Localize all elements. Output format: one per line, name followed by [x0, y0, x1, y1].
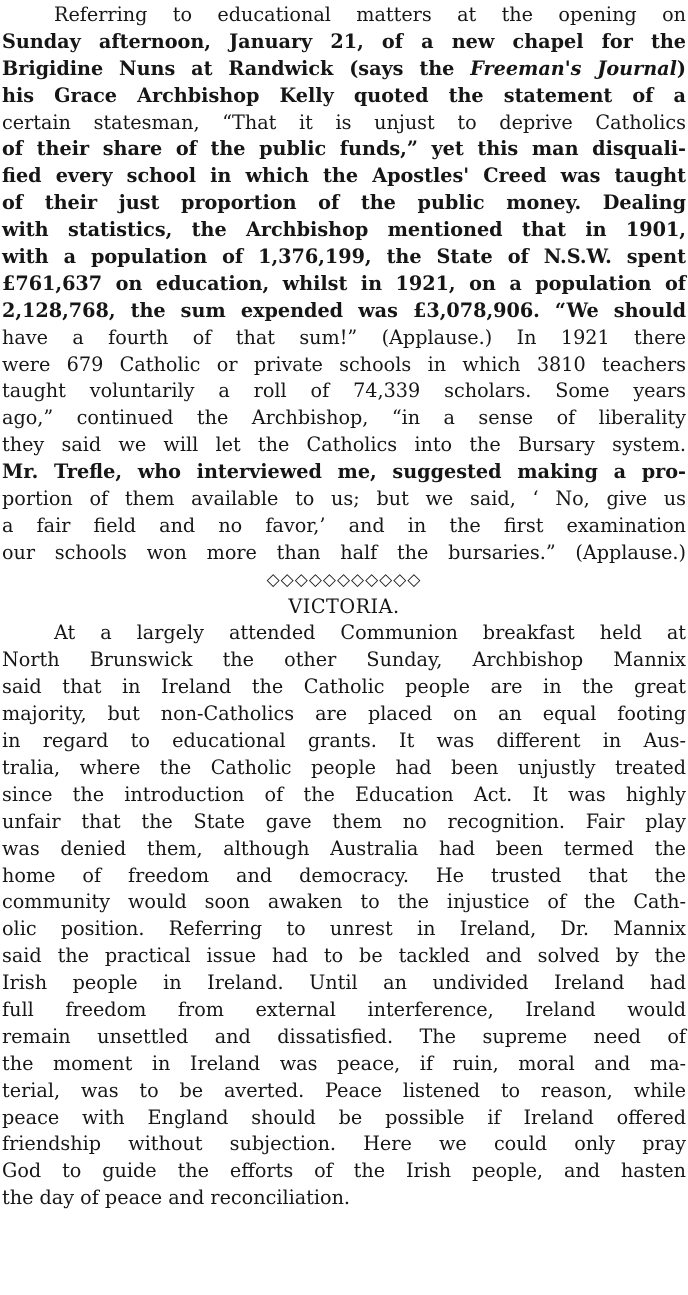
- text-line: have a fourth of that sum!” (Applause.) In 1921 there: [2, 325, 686, 349]
- text-line: Referring to educational matters at the opening on: [54, 3, 686, 26]
- text-line: since the introduction of the Education Act. It was highly: [2, 782, 686, 806]
- text-line: with a population of 1,376,199, the State of N.S.W. spent: [2, 245, 686, 269]
- diamond-separator: [2, 567, 686, 594]
- publication-title: Freeman's Journal: [470, 56, 677, 80]
- text-fragment: Brigidine Nuns at Randwick (says the: [2, 56, 471, 80]
- text-line: said that in Ireland the Catholic people are in the great: [2, 675, 686, 699]
- text-line: full freedom from external interference, Ireland would: [2, 997, 686, 1021]
- text-line: Irish people in Ireland. Until an undivided Ireland had: [2, 971, 686, 995]
- text-line: they said we will let the Catholics into the Bursary system.: [2, 433, 686, 457]
- text-line: [2, 56, 686, 83]
- text-line: portion of them available to us; but we said, ‘ No, give us: [2, 487, 686, 511]
- text-line: our schools won more than half the bursaries.” (Applause.): [2, 540, 686, 564]
- text-line: with statistics, the Archbishop mentioned that in 1901,: [2, 218, 686, 242]
- text-line: home of freedom and democracy. He trusted that the: [2, 863, 686, 887]
- text-line: Mr. Trefle, who interviewed me, suggested making a pro-: [2, 460, 686, 484]
- text-line: friendship without subjection. Here we could only pray: [2, 1132, 686, 1156]
- victoria-paragraph: [2, 620, 686, 1212]
- text-line: taught voluntarily a roll of 74,339 scholars. Some years: [2, 379, 686, 403]
- text-line: North Brunswick the other Sunday, Archbishop Mannix: [2, 648, 686, 672]
- text-line: unfair that the State gave them no recognition. Fair play: [2, 809, 686, 833]
- text-line: tralia, where the Catholic people had been unjustly treated: [2, 755, 686, 779]
- text-line: was denied them, although Australia had been termed the: [2, 836, 686, 860]
- text-line: said the practical issue had to be tackled and solved by the: [2, 944, 686, 968]
- diamond-ornament-icon: ◇◇◇◇◇◇◇◇◇◇◇: [266, 569, 422, 590]
- text-line: £761,637 on education, whilst in 1921, on a population of: [2, 271, 686, 295]
- text-line: fied every school in which the Apostles' Creed was taught: [2, 164, 686, 188]
- text-line: were 679 Catholic or private schools in which 3810 teachers: [2, 352, 686, 376]
- text-line: in regard to educational grants. It was different in Aus-: [2, 729, 686, 753]
- text-line: remain unsettled and dissatisfied. The supreme need of: [2, 1024, 686, 1048]
- text-line: of their share of the public funds,” yet this man disquali-: [2, 137, 686, 161]
- article-column: [2, 2, 686, 1212]
- text-line: God to guide the efforts of the Irish people, and hasten: [2, 1159, 686, 1183]
- text-line: the day of peace and reconciliation.: [2, 1186, 351, 1210]
- text-line: Sunday afternoon, January 21, of a new chapel for the: [2, 29, 686, 53]
- text-line: olic position. Referring to unrest in Ireland, Dr. Mannix: [2, 917, 686, 941]
- text-line: ago,” continued the Archbishop, “in a sense of liberality: [2, 406, 686, 430]
- text-line: At a largely attended Communion breakfast held at: [54, 621, 686, 645]
- text-fragment: ): [676, 56, 686, 80]
- text-line: peace with England should be possible if Ireland offered: [2, 1105, 686, 1129]
- text-line: terial, was to be averted. Peace listened to reason, while: [2, 1078, 686, 1102]
- text-line: a fair field and no favor,’ and in the first examination: [2, 513, 686, 537]
- nsw-paragraph: [2, 2, 686, 567]
- section-heading: VICTORIA.: [288, 594, 400, 618]
- text-line: majority, but non-Catholics are placed on an equal footing: [2, 702, 686, 726]
- text-line: community would soon awaken to the injustice of the Cath-: [2, 890, 686, 914]
- text-line: certain statesman, “That it is unjust to deprive Catholics: [2, 110, 686, 134]
- text-line: 2,128,768, the sum expended was £3,078,906. “We should: [2, 298, 686, 322]
- text-line: the moment in Ireland was peace, if ruin, moral and ma-: [2, 1051, 686, 1075]
- text-line: of their just proportion of the public money. Dealing: [2, 191, 686, 215]
- text-line: his Grace Archbishop Kelly quoted the statement of a: [2, 83, 686, 107]
